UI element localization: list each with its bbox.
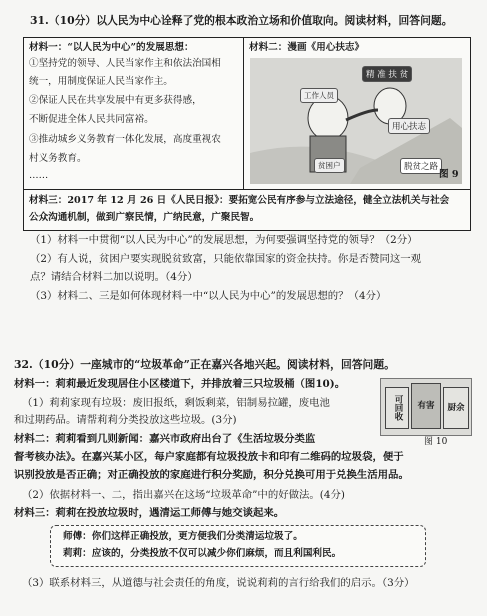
- dialog-lily: 莉莉：应该的，分类投放不仅可以减少你们麻烦，而且利国利民。: [63, 548, 342, 559]
- dialog-worker: 师傅：你们这样正确投放，更方便我们分类清运垃圾了。: [63, 531, 303, 542]
- q32-material2-line2: 督考核办法》。在嘉兴某小区，每户家庭都有垃圾投放卡和印有二维码的垃圾袋，便于: [14, 451, 404, 463]
- material1-line: 统一，用制度保证人民当家作主。: [29, 76, 173, 87]
- q32-title: 32.（10分）一座城市的“垃圾革命”正在嘉兴各地兴起。阅读材料，回答问题。: [14, 358, 395, 371]
- q31-question-3: （3）材料二、三是如何体现材料一中“以人民为中心”的发展思想的？（4分）: [30, 290, 387, 302]
- q32-material1: 材料一：莉莉最近发现居住小区楼道下，并排放着三只垃圾桶（图10)。: [14, 378, 346, 390]
- q32-material2-line1: 材料二：莉莉看到几则新闻：嘉兴市政府出台了《生活垃圾分类监: [14, 433, 316, 445]
- figure10-caption: 图 10: [424, 437, 448, 447]
- cartoon-tag-precision-poverty: 精 准 扶 贫: [362, 66, 412, 82]
- bin-hazardous: 有害: [411, 383, 441, 429]
- material1-line: ②保证人民在共享发展中有更多获得感，: [29, 95, 202, 106]
- material1-line: ……: [29, 170, 49, 181]
- material1-title: 材料一：“以人民为中心”的发展思想：: [29, 42, 194, 53]
- q32-question-2: （2）依据材料一、二，指出嘉兴在这场“垃圾革命”中的好做法。(4分): [22, 489, 345, 501]
- material2-box: [244, 38, 470, 190]
- trash-bins-figure: [380, 378, 472, 436]
- cartoon-image: [250, 58, 462, 184]
- cartoon-tag-heart: 用心扶志: [388, 118, 430, 134]
- figure9-caption: 图 9: [439, 169, 459, 180]
- q32-material2-line3: 识别投放是否正确；对正确投放的家庭进行积分奖励，积分兑换可用于兑换生活用品。: [14, 469, 409, 481]
- material3-line2: 公众沟通机制，做到广察民情，广纳民意，广聚民智。: [29, 212, 260, 223]
- q31-material-frame: [23, 37, 471, 231]
- cartoon-tag-worker: 工作人员: [300, 88, 338, 103]
- bin-recyclable: 可回收: [385, 387, 409, 429]
- q32-question-1: （1）莉莉家现有垃圾：废旧报纸，剩饭剩菜，铝制易拉罐，废电池: [22, 397, 330, 409]
- material3-line1: 材料三：2017 年 12 月 26 日《人民日报》：要拓宽公民有序参与立法途径，健全立法机关与社会: [29, 195, 450, 206]
- q31-question-2-cont: 点？请结合材料二加以说明。（4分）: [30, 271, 198, 283]
- q32-material3: 材料三：莉莉在投放垃圾时，遇清运工师傅与她交谈起来。: [14, 507, 285, 519]
- cartoon-tag-road: 脱贫之路: [400, 158, 442, 174]
- material1-line: 不断促进全体人民共同富裕。: [29, 114, 154, 125]
- cartoon-tag-poor-household: 贫困户: [314, 158, 345, 173]
- q32-question-1-cont: 和过期药品。请帮莉莉分类投放这些垃圾。(3分): [14, 414, 237, 426]
- dialog-box: [50, 525, 426, 567]
- material2-title: 材料二：漫画《用心扶志》: [249, 42, 365, 53]
- material1-box: [24, 38, 244, 190]
- q31-title: 31.（10分）以人民为中心诠释了党的根本政治立场和价值取向。阅读材料，回答问题。: [30, 14, 453, 27]
- q31-question-1: （1）材料一中贯彻“以人民为中心”的发展思想，为何要强调坚持党的领导？（2分）: [30, 234, 418, 246]
- q31-question-2: （2）有人说，贫困户要实现脱贫致富，只能依靠国家的资金扶持。你是否赞同这一观: [30, 253, 422, 265]
- material1-line: ③推动城乡义务教育一体化发展，高度重视农: [29, 134, 221, 145]
- material1-line: 村义务教育。: [29, 153, 87, 164]
- bin-kitchen: 厨余: [443, 387, 469, 429]
- material1-line: ①坚持党的领导、人民当家作主和依法治国相: [29, 58, 221, 69]
- q32-question-3: （3）联系材料三，从道德与社会责任的角度，说说莉莉的言行给我们的启示。（3分）: [22, 577, 415, 589]
